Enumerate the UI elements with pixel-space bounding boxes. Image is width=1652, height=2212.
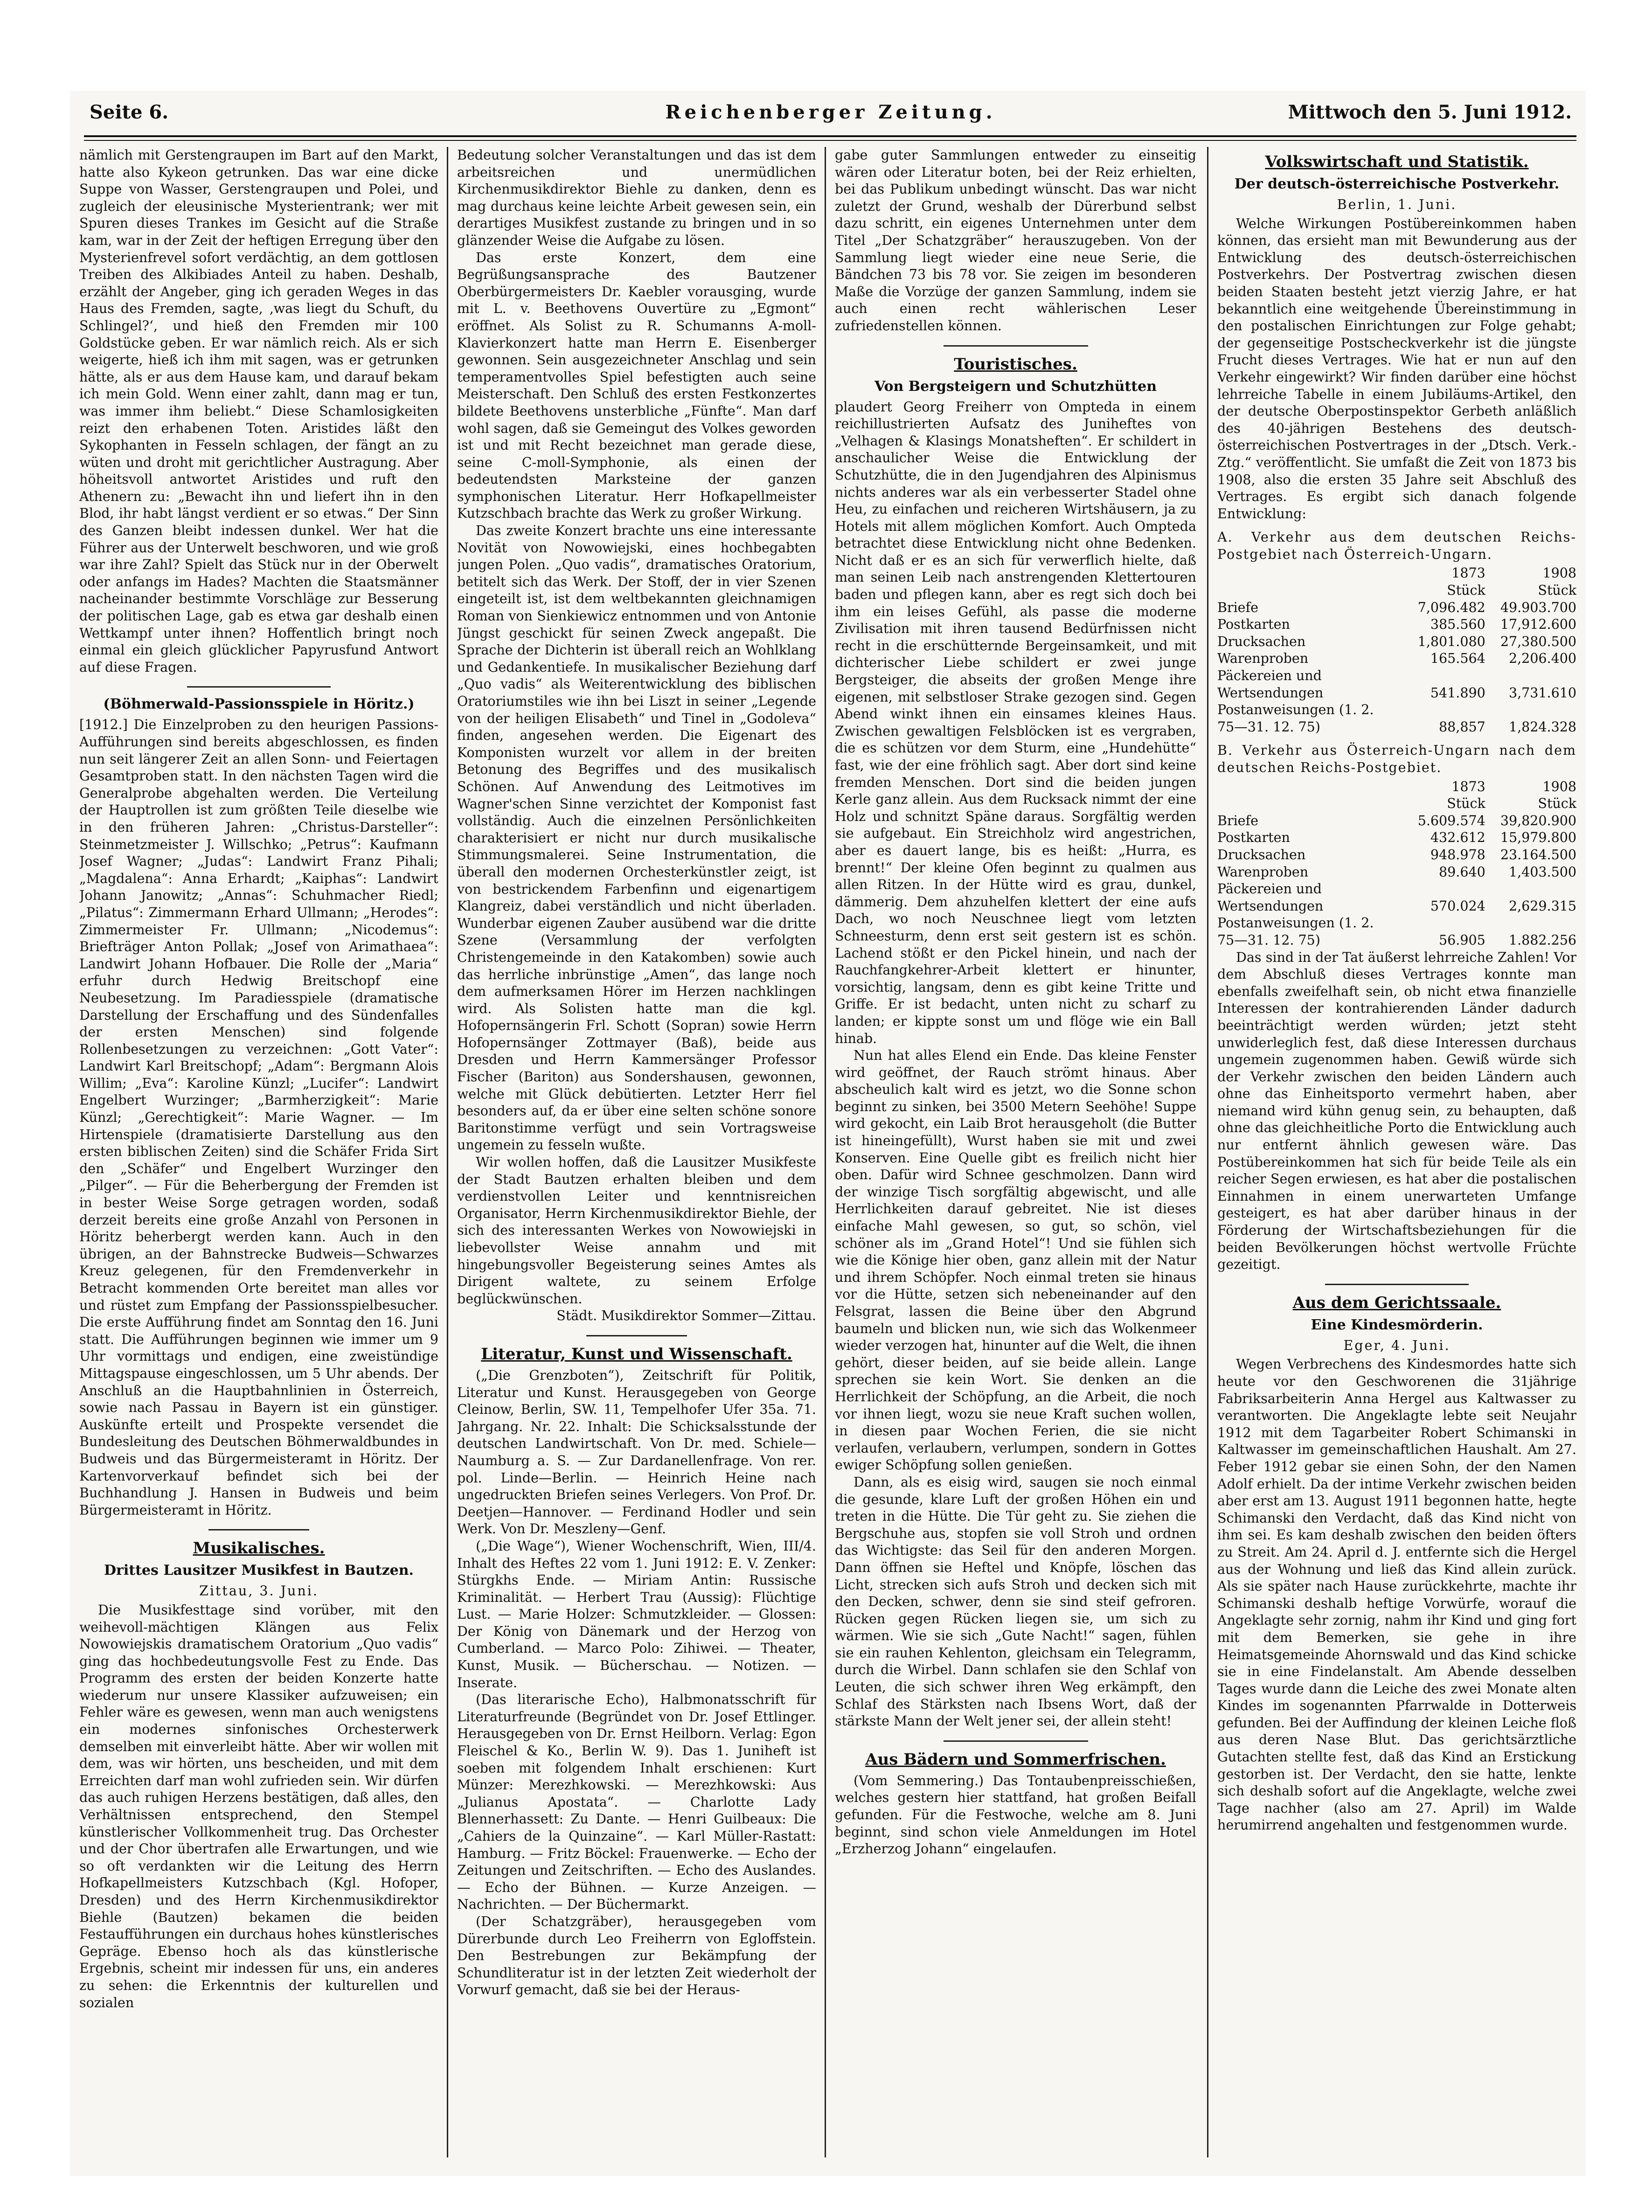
value-1908: 3,731.610 — [1508, 685, 1576, 701]
value-1908: 2,629.315 — [1508, 898, 1576, 914]
row-label: Wertsendungen — [1217, 898, 1324, 914]
article-text: gabe guter Sammlungen entweder zu einseitig wären oder Literatur boten, bei der Reiz erhielten, bei das Publikum unbedingt wünscht. Das war nicht zuletzt der Grund, weshalb der Dürerbund selbst dazu schritt, ein eigenes Unternehmen unter dem Titel „Der Schatzgräber“ herauszugeben. Von der Sammlung liegt wieder eine neue Serie, die Bändchen 73 bis 78 vor. Sie zeigen im besonderen Maße die Vorzüge der ganzen Sammlung, indem sie auch einen recht wählerischen Leser zufriedenstellen können. — [835, 147, 1196, 334]
unit-header: Stück — [1538, 796, 1576, 812]
column-rule — [825, 147, 826, 2157]
value-1873: 165.564 — [1430, 651, 1485, 667]
year-header: 1873 — [1451, 779, 1485, 794]
table-row — [1217, 702, 1576, 719]
row-label: Drucksachen — [1217, 847, 1306, 863]
column-2 — [457, 147, 816, 2157]
value-1908: 49.903.700 — [1500, 599, 1576, 615]
row-label: Postanweisungen (1. 2. — [1217, 702, 1374, 718]
row-label: Päckereien und — [1217, 668, 1322, 684]
article-text: Dann, als es eisig wird, saugen sie noch einmal die gesunde, klare Luft der großen Höhen ein und treten in die Hütte. Die Tür geht zu. Sie ziehen die Bergschuhe aus, stopfen sie voll Stroh und ordnen das Wichtigste: das Seil für den anderen Morgen. Dann öffnen sie Heftel und Knöpfe, löschen das Licht, strecken sich aufs Stroh und decken sich mit den Decken, schwer, denn sie sind steif gefroren. Rücken gegen Rücken liegen sie, um sich zu wärmen. Wie sie sich „Gute Nacht!“ sagen, fühlen sie ein rauhen Kehlenton, gleichsam ein Telegramm, durch die Wirbel. Dann schlafen sie den Schlaf von Leuten, die sich schwer ihren Weg erkämpft, den Schlaf des Stärksten nach Ibsens Wort, daß der stärkste Mann der Welt jener sei, der allein steht! — [835, 1474, 1196, 1729]
section-heading: Literatur, Kunst und Wissenschaft. — [481, 1344, 792, 1363]
article-text: plaudert Georg Freiherr von Ompteda in einem reichillustrierten Aufsatz des Juniheftes von „Velhagen & Klasings Monatsheften“. Er schildert in anschaulicher Weise die Entwicklung der Schutzhütte, die in den Jugendjahren des Alpinismus nichts anderes war als ein verbesserter Stadel ohne Heu, zu einfachen und reicheren Wirtshäusern, ja zu Hotels mit allem möglichen Komfort. Auch Ompteda betrachtet diese Entwicklung nicht ohne Bedenken. Nicht daß er es an sich für verwerflich hielte, daß man seinen Leib nach anstrengenden Klettertouren baden und pflegen kann, aber es regt sich doch bei ihm ein leises Gefühl, als passe die moderne Zivilisation mit ihren tausend Bedürfnissen nicht recht in die erschütternde Bergeinsamkeit, und mit dichterischer Liebe schildert er zwei junge Bergsteiger, die abseits der großen Menge ihre eigenen, mit selbstloser Strake gezogen sind. Gegen Abend winkt ihnen ein einsames kleines Haus. Zwischen gewaltigen Felsblöcken ist es vergraben, die es schützen vor dem Sturm, eine „Hundehütte“ fast, wie der eine fröhlich sagt. Aber dort sind keine fremden Menschen. Dort sind die beiden jungen Kerle ganz allein. Aus dem Rucksack nimmt der eine Holz und schnitzt Späne daraus. Sorgfältig werden sie aufgebaut. Ein Streichholz wird angestrichen, aber es dauert lange, bis es heißt: „Hurra, es brennt!“ Der kleine Ofen beginnt zu qualmen aus allen Ritzen. In der Hütte wird es grau, dunkel, dämmerig. Dem ahzuhelfen klettert der eine aufs Dach, wo noch Neuschnee liegt vom letzten Schneesturm, denn erst seit gestern ist es schön. Lachend stößt er den Pickel hinein, und nach der Rauchfangkehrer-Arbeit klettert er hinunter, vorsichtig, langsam, denn es gibt keine Tritte und Griffe. Er ist bedacht, unten nicht zu scharf zu landen; er kippte sonst um und flöge wie ein Ball hinab. — [835, 399, 1196, 1046]
value-1908: 1,824.328 — [1508, 719, 1576, 735]
section-heading: Musikalisches. — [193, 1539, 325, 1558]
dateline: Berlin, 1. Juni. — [1337, 197, 1457, 212]
row-label: 75—31. 12. 75) — [1217, 719, 1320, 735]
value-1908: 1.882.256 — [1508, 932, 1576, 948]
row-label: Drucksachen — [1217, 633, 1306, 649]
value-1873 — [1404, 915, 1485, 932]
row-label: Postkarten — [1217, 617, 1290, 633]
row-label: Warenproben — [1217, 651, 1309, 667]
table-row — [1217, 898, 1576, 915]
table-header-row — [1217, 779, 1576, 796]
column-3 — [835, 147, 1196, 2157]
article-text: Bedeutung solcher Veranstaltungen und das ist dem arbeitsreichen und unermüdlichen Kirchenmusikdirektor Biehle zu danken, denn es mag durchaus keine leichte Arbeit gewesen sein, ein derartiges Musikfest zustande zu bringen und in so glänzender Weise die Aufgabe zu lösen. — [457, 147, 816, 248]
table-row — [1217, 599, 1576, 617]
article-text: nämlich mit Gerstengraupen im Bart auf den Markt, hatte also Kykeon getrunken. Das war eine dicke Suppe von Wasser, Gerstengraupen und Polei, und zugleich der eleusinische Mysterientrank; wer mit Spuren dieses Trankes im Gesicht auf die Straße kam, war in der Zeit der heftigen Erregung über den Mysterienfrevel sofort verdächtig, an dem gottlosen Treiben des Alkibiades Anteil zu haben. Deshalb, erzählt der Angeber, ging ich geraden Weges in das Haus des Fremden, sagte, ‚was liegt du Schuft, du Schlingel?‘, und hieß den Fremden mir 100 Goldstücke geben. Er war nämlich reich. Als er sich weigerte, hieß ich ihm mit sagen, was er getrunken hätte, als er aus dem Hause kam, und darauf bekam ich mein Gold. Wenn einer zahlt, dann mag er tun, was immer ihm beliebt.“ Diese Schamlosigkeiten reizt den erhabenen Toten. Aristides läßt den Sykophanten in Fesseln schlagen, der fängt an zu wüten und droht mit gerichtlicher Austragung. Aber höheitsvoll antwortet Aristides und ruft den Athenern zu: „Bewacht ihn und liefert ihn in den Blod, ihr habt längst verdient er so etwas.“ Der Sinn des Ganzen bleibt indessen dunkel. Wer hat die Führer aus der Unterwelt beschworen, und wie groß war ihre Zahl? Spielt das Stück nur in der Oberwelt oder anfangs im Hades? Machten die Staatsmänner nacheinander bestimmte Vorschläge zur Besserung der politischen Lage, gab es etwa gar deshalb einen Wettkampf unter ihnen? Hoffentlich bringt noch einmal ein gleich glücklicher Papyrusfund Antwort auf diese Fragen. — [79, 147, 438, 675]
table-title: A. Verkehr aus dem deutschen Reichs-Postgebiet nach Österreich-Ungarn. — [1217, 529, 1576, 562]
year-header: 1873 — [1451, 565, 1485, 581]
value-1908 — [1485, 915, 1576, 932]
statistics-table-b — [1217, 779, 1576, 949]
value-1908 — [1485, 668, 1576, 685]
issue-date: Mittwoch den 5. Juni 1912. — [1288, 101, 1572, 123]
section-heading: Touristisches. — [954, 355, 1077, 374]
table-row — [1217, 881, 1576, 898]
article-text: Wegen Verbrechens des Kindesmordes hatte sich heute vor den Geschworenen die 31jährige Fabriksarbeiterin Anna Hergel aus Kaltwasser zu verantworten. Die Angeklagte lebte seit Neujahr 1912 mit dem Tagarbeiter Robert Schimanski in Kaltwasser im gemeinschaftlichen Haushalt. Am 27. Feber 1912 gebar sie einen Sohn, der den Namen Adolf erhielt. Da der intime Verkehr zwischen beiden aber erst am 13. August 1911 begonnen hatte, hegte Schimanski den Verdacht, daß das Kind nicht von ihm sei. Es kam deshalb zwischen den beiden öfters zu Streit. Am 24. April d. J. entfernte sich die Hergel aus der Wohnung und ließ das Kind allein zurück. Als sie später nach Hause zurückkehrte, machte ihr Schimanski deshalb heftige Vorwürfe, worauf die Angeklagte sehr zornig, nahm ihr Kind und ging fort mit dem Bemerken, sie gehe in ihre Heimatsgemeinde Ahornswald und das Kind schicke sie in eine Findelanstalt. Am Abende desselben Tages wurde dann die Leiche des zwei Monate alten Kindes im sogenannten Pfarrwalde in Dotterweis gefunden. Bei der Auffindung der kleinen Leiche floß aus deren Nase Blut. Das gerichtsärztliche Gutachten stellte fest, daß das Kind an Erstickung gestorben ist. Der Verdacht, den sie hatte, lenkte sich deshalb sofort auf die Angeklagte, welche zwei Tage nachher (also am 27. April) im Walde herumirrend angehalten und festgenommen wurde. — [1217, 1356, 1576, 1833]
row-label: Päckereien und — [1217, 881, 1322, 897]
article-text: (Vom Semmering.) Das Tontaubenpreisschießen, welches gestern hier stattfand, hat großen Beifall gefunden. Für die Festwoche, welche am 8. Juni beginnt, sind schon viele Anmeldungen im Hotel „Erzherzog Johann“ eingelaufen. — [835, 1773, 1196, 1857]
section-separator — [208, 1529, 309, 1530]
section-separator — [586, 1335, 687, 1336]
section-heading: Aus dem Gerichtssaale. — [1292, 1293, 1501, 1312]
table-header-row — [1217, 565, 1576, 582]
table-row — [1217, 650, 1576, 668]
author-signature: Städt. Musikdirektor Sommer—Zittau. — [556, 1308, 816, 1324]
row-label: 75—31. 12. 75) — [1217, 932, 1320, 948]
row-label: Wertsendungen — [1217, 685, 1324, 701]
article-text: Das zweite Konzert brachte uns eine interessante Novität von Nowowiejski, eines hochbegabten jungen Polen. „Quo vadis“, dramatisches Oratorium, betitelt sich das Werk. Der Stoff, der in vier Szenen eingeteilt ist, ist dem weltbekannten gleichnamigen Roman von Sienkiewicz entnommen und von Antonie Jüngst geschickt für seinen Zweck angepaßt. Die Sprache der Dichterin ist überall reich an Wohlklang und Gedankentiefe. In musikalischer Beziehung darf „Quo vadis“ als Weiterentwicklung des biblischen Oratoriumstiles wie ihn bei Liszt in seiner „Legende von der heiligen Elisabeth“ und Tinel in „Godoleva“ finden, angesehen werden. Die Eigenart des Komponisten wurzelt vor allem in der breiten Betonung des Begriffes und des musikalisch Schönen. Auf Anwendung des Leitmotives im Wagner'schen Sinne verzichtet der Komponist fast vollständig. Auch die einzelnen Persönlichkeiten charakterisiert er nicht nur durch musikalische Stimmungsmalerei. Seine Instrumentation, die überall den modernen Orchesterkünstler zeigt, ist von bestrickendem Farbenfinn und eigenartigem Klangreiz, dabei verständlich und nicht überladen. Wunderbar eigenen Zauber ausübend war die dritte Szene (Versammlung der verfolgten Christengemeinde in den Katakomben) sowie auch das herrliche inbrünstige „Amen“, das lange noch dem aufmerksamen Hörer im Herzen nachklingen wird. Als Solisten hatte man die kgl. Hofopernsängerin Frl. Schott (Sopran) sowie Herrn Hofopernsänger Zottmayer (Baß), beide aus Dresden und Herrn Kammersänger Professor Fischer (Bariton) aus Sondershausen, gewonnen, welche mit Glück debütierten. Letzter Herr fiel besonders auf, da er über eine selten schöne sonore Baritonstimme verfügt und sein Vortragsweise ungemein zu fesseln wußte. — [457, 523, 816, 1153]
column-rule — [1207, 147, 1208, 2157]
value-1908: 17,912.600 — [1500, 617, 1576, 633]
statistics-table-a — [1217, 565, 1576, 736]
row-label: Postkarten — [1217, 830, 1290, 846]
article-text: Wir wollen hoffen, daß die Lausitzer Musikfeste der Stadt Bautzen erhalten bleiben und dem verdienstvollen Leiter und kenntnisreichen Organisator, Herrn Kirchenmusikdirektor Biehle, der sich des interessanten Werkes von Nowowiejski in liebevollster Weise annahm und mit hingebungsvoller Begeisterung seines Amtes als Dirigent waltete, zu seinem Erfolge beglückwünschen. — [457, 1155, 816, 1307]
column-4 — [1217, 147, 1576, 2157]
table-row — [1217, 932, 1576, 949]
row-label: Briefe — [1217, 599, 1258, 615]
article-text: (Das literarische Echo), Halbmonatsschrift für Literaturfreunde (Begründet von Dr. Josef Ettlinger. Herausgegeben von Dr. Ernst Heilborn. Verlag: Egon Fleischel & Ko., Berlin W. 9). Das 1. Juniheft ist soeben mit folgendem Inhalt erschienen: Kurt Münzer: Merezhkowski. — Merezhkowski: Aus „Julianus Apostata“. — Charlotte Lady Blennerhassett: Zu Dante. — Henri Guilbeaux: Die „Cahiers de la Quinzaine“. — Karl Müller-Rastatt: Hamburg. — Fritz Böckel: Frauenwerke. — Echo der Zeitungen und Zeitschriften. — Echo des Auslandes. — Echo der Bühnen. — Kurze Anzeigen. — Nachrichten. — Der Büchermarkt. — [457, 1692, 816, 1913]
value-1873: 432.612 — [1430, 830, 1485, 846]
value-1873 — [1404, 668, 1485, 685]
article-text: („Die Wage“), Wiener Wochenschrift, Wien, III/4. Inhalt des Heftes 22 vom 1. Juni 1912: E. V. Zenker: Stürgkhs Ende. — Miriam Antin: Russische Kriminalität. — Herbert Trau (Aussig): Flüchtige Lust. — Marie Holzer: Schmutzkleider. — Glossen: Der König von Dänemark und der Herzog von Cumberland. — Marco Polo: Zihiwei. — Theater, Kunst, Musik. — Bücherschau. — Notizen. — Inserate. — [457, 1538, 816, 1690]
section-separator — [944, 1740, 1088, 1742]
row-label: Warenproben — [1217, 864, 1309, 880]
article-text: Welche Wirkungen Postübereinkommen haben können, das ersieht man mit Bewunderung aus der Entwicklung des deutsch-österreichischen Postverkehrs. Der Postvertrag zwischen diesen beiden Staaten besteht jetzt vierzig Jahre, er hat bekanntlich eine weitgehende Übereinstimmung in den postalischen Einrichtungen zur Folge gehabt; der gegenseitige Postscheckverkehr ist die jüngste Frucht dieses Vertrages. Wie hat er nun auf den Verkehr eingewirkt? Wir finden darüber eine höchst lehrreiche Tabelle in einem Jubiläums-Artikel, den der deutsche Oberpostinspektor Gerbeth anläßlich des 40-jährigen Bestehens des deutsch-österreichischen Postvertrages in der „Dtsch. Verk.-Ztg.“ veröffentlicht. Sie umfaßt die Zeit von 1873 bis 1908, also die ersten 35 Jahre seit Abschluß des Vertrages. Es ergibt sich danach folgende Entwicklung: — [1217, 216, 1576, 522]
value-1873 — [1404, 881, 1485, 898]
page-header — [90, 101, 1572, 129]
article-text: Nun hat alles Elend ein Ende. Das kleine Fenster wird geöffnet, der Rauch strömt hinaus. Aber abscheulich kalt wird es jetzt, wo die Sonne schon beginnt zu sinken, bei 3500 Metern Seehöhe! Suppe wird gekocht, ein Laib Brot herausgeholt (die Butter ist hineingefüllt), Wurst haben sie mit und zwei Konserven. Eine Quelle gibt es freilich nicht hier oben. Dafür wird Schnee geschmolzen. Dann wird der winzige Tisch sorgfältig abgewischt, und alle Herrlichkeiten darauf gebreitet. Nie ist dieses einfache Mahl gewesen, so gut, so schön, viel schöner als im „Grand Hotel“! Und sie fühlen sich wie die Könige hier oben, ganz allein mit der Natur und ihrem Schöpfer. Noch einmal treten sie hinaus vor die Hütte, setzen sich nebeneinander auf den Felsgrat, lassen die Beine über den Abgrund baumeln und blicken nun, wie sich das Wolkenmeer wieder verzogen hat, hinunter auf die Welt, die ihnen gehört, dieser beiden, auf sie beide allein. Lange sprechen sie kein Wort. Sie denken an die Herrlichkeit der Schöpfung, an die Arbeit, die noch vor ihnen liegt, wozu sie neue Kraft suchen wollen, in diesen paar Wochen Ferien, die sie nicht verlaufen, verlaubern, verlumpen, sondern in Gottes ewiger Schöpfung sollen genießen. — [835, 1048, 1196, 1473]
article-text: Das sind in der Tat äußerst lehrreiche Zahlen! Vor dem Abschluß dieses Vertrages konnte man ebenfalls zweifelhaft sein, ob nicht etwa finanzielle Interessen der kontrahierenden Länder dadurch beeinträchtigt werden würden; jetzt steht unwiderleglich fest, daß diese Interessen durchaus ungemein zugenommen haben. Gewiß würde sich der Verkehr zwischen den beiden Ländern auch ohne das Einheitsporto vermehrt haben, aber niemand wird kühn genug sein, zu behaupten, daß ohne das gleichheitliche Porto die Entwicklung auch nur entfernt ähnlich gewesen wäre. Das Postübereinkommen hat sich für beide Teile als ein reicher Segen erwiesen, es hat aber die postalischen Einnahmen in einem unerwarteten Umfange gesteigert, es hat aber darüber hinaus in der Förderung der Wirtschaftsbeziehungen für die beiden Bevölkerungen höchst wertvolle Früchte gezeitigt. — [1217, 949, 1576, 1273]
unit-header: Stück — [1538, 583, 1576, 598]
value-1908 — [1485, 881, 1576, 898]
row-label: Postanweisungen (1. 2. — [1217, 915, 1374, 931]
year-header: 1908 — [1542, 779, 1576, 794]
value-1908: 39,820.900 — [1500, 813, 1576, 828]
article-heading: Eine Kindesmörderin. — [1311, 1316, 1483, 1333]
table-row — [1217, 915, 1576, 932]
value-1908: 15,979.800 — [1500, 830, 1576, 846]
value-1908: 1,403.500 — [1508, 864, 1576, 880]
table-row — [1217, 847, 1576, 864]
value-1908: 23.164.500 — [1500, 847, 1576, 863]
table-row — [1217, 864, 1576, 881]
section-heading: Aus Bädern und Sommerfrischen. — [865, 1750, 1166, 1769]
table-row — [1217, 633, 1576, 651]
article-text: Die Musikfesttage sind vorüber, mit den weihevoll-mächtigen Klängen aus Felix Nowowiejskis dramatischem Oratorium „Quo vadis“ ging das hochbedeutungsvolle Fest zu Ende. Das Programm des ersten der beiden Konzerte hatte wiederum nur unsere Klassiker aufzuweisen; ein Fehler wäre es gewesen, wenn man auch wenigstens ein modernes sinfonisches Orchesterwerk demselben mit einverleibt hätte. Aber wir wollen mit dem, was wir hörten, uns bescheiden, und mit dem Erreichten darf man wohl zufrieden sein. Wir dürfen das auch ruhigen Herzens bestätigen, daß alles, den Verhältnissen entsprechend, den Stempel künstlerischer Vollkommenheit trug. Das Orchester und der Chor übertrafen alle Erwartungen, und wie so oft verdankten wir die Leitung des Herrn Hofkapellmeisters Kutzschbach (Kgl. Hofoper, Dresden) und des Herrn Kirchenmusikdirektor Biehle (Bautzen) bekamen die beiden Festaufführungen ein durchaus hohes künstlerisches Gepräge. Ebenso hoch als das künstlerische Ergebnis, scheint mir indessen für uns, ein anderes zu sehen: die Erkenntnis der kulturellen und sozialen — [79, 1602, 438, 2010]
value-1873: 541.890 — [1430, 685, 1485, 701]
page-number: Seite 6. — [90, 101, 169, 123]
dateline: Eger, 4. Juni. — [1343, 1337, 1451, 1353]
article-text: Das erste Konzert, dem eine Begrüßungsansprache des Bautzener Oberbürgermeisters Dr. Kaebler vorausging, wurde mit L. v. Beethovens Ouvertüre zu „Egmont“ eröffnet. Als Solist zu R. Schumanns A-moll-Klavierkonzert hatte man Herrn E. Eisenberger gewonnen. Sein ausgezeichneter Anschlag und sein temperamentvolles Spiel befestigten auch seine Meisterschaft. Den Schluß des ersten Festkonzertes bildete Beethovens unsterbliche „Fünfte“. Man darf wohl sagen, daß sie Gemeingut des Volkes geworden ist und mit Recht bezeichnet man gerade diese, seine C-moll-Symphonie, als einen der bedeutendsten Marksteine der ganzen symphonischen Literatur. Herr Hofkapellmeister Kutzschbach brachte das Werk zu großer Wirkung. — [457, 250, 816, 522]
article-text: [1912.] Die Einzelproben zu den heurigen Passions-Aufführungen sind bereits abgeschlossen, es finden nun seit längerer Zeit an allen Sonn- und Feiertagen Gesamtproben statt. In den nächsten Tagen wird die Generalprobe abgehalten werden. Die Verteilung der Hauptrollen ist zum größten Teile dieselbe wie in den früheren Jahren: „Christus-Darsteller“: Steinmetzmeister J. Willschko; „Petrus“: Kaufmann Josef Wagner; „Judas“: Landwirt Franz Pihali; „Magdalena“: Anna Erhardt; „Kaiphas“: Landwirt Johann Janowitz; „Annas“: Schuhmacher Riedl; „Pilatus“: Zimmermann Erhard Ullmann; „Herodes“: Zimmermeister Fr. Ullmann; „Nicodemus“: Briefträger Anton Pollak; „Josef von Arimathaea“: Landwirt Johann Hofbauer. Die Rolle der „Maria“ erfuhr durch Hedwig Breitschopf eine Neubesetzung. Im Paradiesspiele (dramatische Darstellung der Erschaffung und des Sündenfalles der ersten Menschen) sind folgende Rollenbesetzungen zu verzeichnen: „Gott Vater“: Landwirt Karl Breitschopf; „Adam“: Bergmann Alois Willim; „Eva“: Karoline Künzl; „Lucifer“: Landwirt Engelbert Wurzinger; „Barmherzigkeit“: Marie Künzl; „Gerechtigkeit“: Marie Wagner. — Im Hirtenspiele (dramatisierte Darstellung aus den ersten biblischen Zeiten) sind die Schäfer Frida Sirt den „Schäfer“ und Engelbert Wurzinger den „Pilger“. — Für die Beherbergung der Fremden ist in bester Weise Sorge getragen worden, sodaß derzeit bereits eine große Anzahl von Personen in Höritz beherbergt werden kann. Auch in den übrigen, an der Bahnstrecke Budweis—Schwarzes Kreuz gelegenen, für den Fremdenverkehr in Betracht kommenden Orte bereitet man alles vor und rüstet zum Empfang der Passionsspielbesucher. Die erste Aufführung findet am Sonntag den 16. Juni statt. Die Aufführungen beginnen wie immer um 9 Uhr vormittags und endigen, eine zweistündige Mittagspause eingeschlossen, um 5 Uhr abends. Der Anschluß an die Hauptbahnlinien in Österreich, sowie nach Passau in Bayern ist ein günstiger. Auskünfte erteilt und Prospekte versendet die Bundesleitung des Deutschen Böhmerwaldbundes in Budweis und das Bürgermeisteramt in Höritz. Der Kartenvorverkauf befindet sich bei der Buchhandlung J. Hansen in Budweis und beim Bürgermeisteramt in Höritz. — [79, 717, 438, 1518]
article-heading: Der deutsch-österreichische Postverkehr. — [1234, 176, 1560, 192]
unit-header: Stück — [1447, 583, 1485, 598]
article-heading: Drittes Lausitzer Musikfest in Bautzen. — [104, 1562, 414, 1579]
value-1873: 385.560 — [1430, 617, 1485, 633]
row-label: Briefe — [1217, 813, 1258, 828]
value-1873 — [1404, 702, 1485, 719]
header-rule — [84, 135, 1576, 141]
table-title: B. Verkehr aus Österreich-Ungarn nach dem deutschen Reichs-Postgebiet. — [1217, 743, 1576, 775]
table-row — [1217, 616, 1576, 633]
value-1908: 2,206.400 — [1508, 651, 1576, 667]
section-separator — [1325, 1284, 1469, 1285]
column-rule — [447, 147, 448, 2157]
value-1908: 27,380.500 — [1500, 633, 1576, 649]
masthead: Reichenberger Zeitung. — [665, 101, 996, 123]
unit-header: Stück — [1447, 796, 1485, 812]
value-1873: 570.024 — [1430, 898, 1485, 914]
article-heading: Von Bergsteigern und Schutzhütten — [874, 378, 1157, 395]
article-text: („Die Grenzboten“), Zeitschrift für Politik, Literatur und Kunst. Herausgegeben von George Cleinow, Berlin, SW. 11, Tempelhofer Ufer 35a. 71. Jahrgang. Nr. 22. Inhalt: Die Schicksalsstunde der deutschen Landwirtschaft. Von Dr. med. Schiele—Naumburg a. S. — Zur Dardanellenfrage. Von rer. pol. Linde—Berlin. — Heinrich Heine nach ungedruckten Briefen seines Verlegers. Von Prof. Dr. Deetjen—Hannover. — Ferdinand Hodler und sein Werk. Von Dr. Meszleny—Genf. — [457, 1367, 816, 1537]
column-1 — [79, 147, 438, 2157]
table-row — [1217, 719, 1576, 736]
value-1873: 89.640 — [1439, 864, 1485, 880]
value-1873: 88,857 — [1439, 719, 1485, 735]
year-header: 1908 — [1542, 565, 1576, 581]
value-1873: 948.978 — [1430, 847, 1485, 863]
article-text: (Der Schatzgräber), herausgegeben vom Dürerbunde durch Leo Freiherrn von Egloffstein. Den Bestrebungen zur Bekämpfung der Schundliteratur ist in der letzten Zeit wiederholt der Vorwurf gemacht, daß sie bei der Heraus- — [457, 1913, 816, 1998]
table-unit-row — [1217, 795, 1576, 813]
table-unit-row — [1217, 582, 1576, 599]
dateline: Zittau, 3. Juni. — [199, 1583, 319, 1599]
section-heading: Volkswirtschaft und Statistik. — [1265, 153, 1529, 171]
table-row — [1217, 668, 1576, 685]
article-heading: (Böhmerwald-Passionsspiele in Höritz.) — [103, 696, 415, 713]
newspaper-page — [70, 91, 1586, 2176]
value-1873: 5.609.574 — [1417, 813, 1485, 828]
value-1873: 7,096.482 — [1417, 599, 1485, 615]
section-separator — [944, 345, 1088, 347]
value-1908 — [1485, 702, 1576, 719]
table-row — [1217, 813, 1576, 830]
table-row — [1217, 685, 1576, 702]
section-separator — [187, 686, 331, 688]
value-1873: 56.905 — [1439, 932, 1485, 948]
table-row — [1217, 829, 1576, 847]
value-1873: 1,801.080 — [1417, 633, 1485, 649]
